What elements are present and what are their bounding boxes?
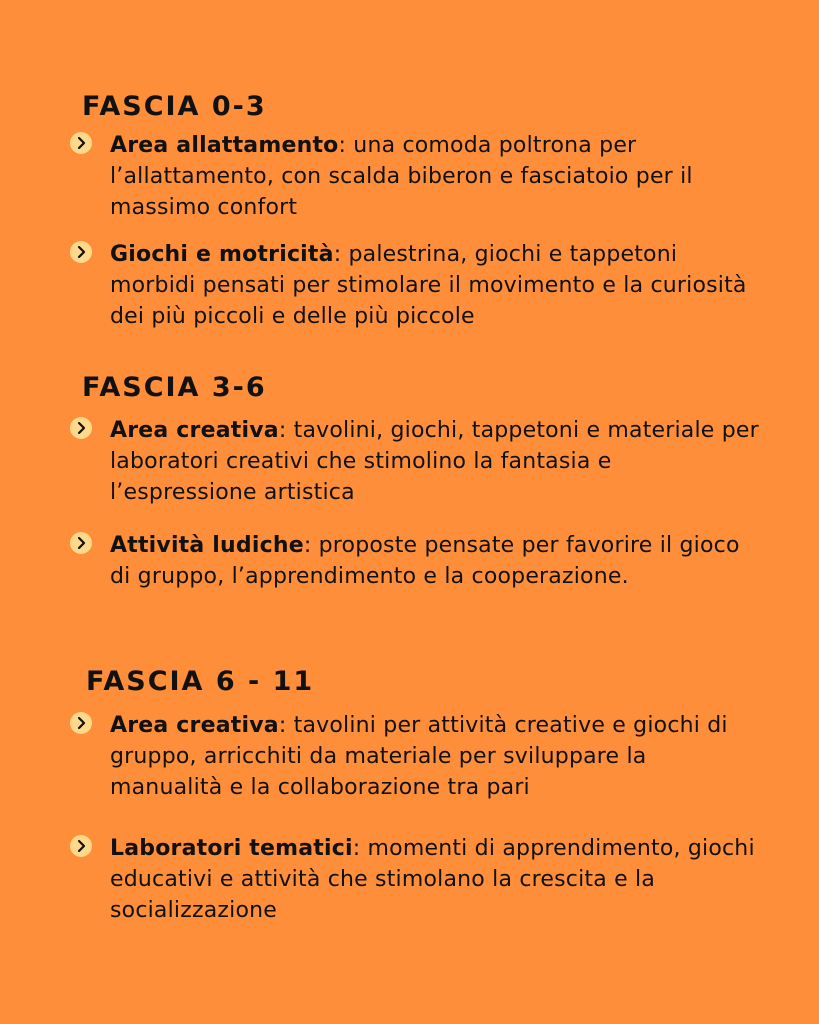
item-term: Area creativa bbox=[110, 418, 279, 443]
chevron-right-icon bbox=[70, 132, 92, 154]
item-text bbox=[110, 833, 760, 926]
item-description: : tavolini, giochi, tappetoni e materiale per laboratori creativi che stimolino la fantasia e l’espressione artistica bbox=[110, 418, 759, 505]
item-description: : palestrina, giochi e tappetoni morbidi pensati per stimolare il movimento e la curiosità dei più piccoli e delle più piccole bbox=[110, 242, 747, 329]
item-text bbox=[110, 530, 760, 592]
chevron-right-icon bbox=[70, 417, 92, 439]
chevron-right-icon bbox=[70, 712, 92, 734]
item-description: : una comoda poltrona per l’allattamento, con scalda biberon e fasciatoio per il massimo confort bbox=[110, 133, 693, 220]
item-description: : proposte pensate per favorire il gioco di gruppo, l’apprendimento e la cooperazione. bbox=[110, 533, 740, 589]
item-term: Area allattamento bbox=[110, 133, 339, 158]
item-description: : tavolini per attività creative e giochi di gruppo, arricchiti da materiale per sviluppare la manualità e la collaborazione tra pari bbox=[110, 713, 728, 800]
chevron-right-icon bbox=[70, 532, 92, 554]
item-term: Laboratori tematici bbox=[110, 836, 353, 861]
section-heading: FASCIA 3-6 bbox=[82, 372, 267, 403]
chevron-right-icon bbox=[70, 835, 92, 857]
item-description: : momenti di apprendimento, giochi educativi e attività che stimolano la crescita e la socializzazione bbox=[110, 836, 755, 923]
item-term: Attività ludiche bbox=[110, 533, 304, 558]
item-term: Giochi e motricità bbox=[110, 242, 334, 267]
chevron-right-icon bbox=[70, 241, 92, 263]
item-term: Area creativa bbox=[110, 713, 279, 738]
item-text bbox=[110, 130, 760, 223]
item-text bbox=[110, 710, 760, 803]
section-heading: FASCIA 6 - 11 bbox=[86, 666, 315, 697]
section-heading: FASCIA 0-3 bbox=[82, 91, 267, 122]
item-text bbox=[110, 415, 760, 508]
item-text bbox=[110, 239, 760, 332]
